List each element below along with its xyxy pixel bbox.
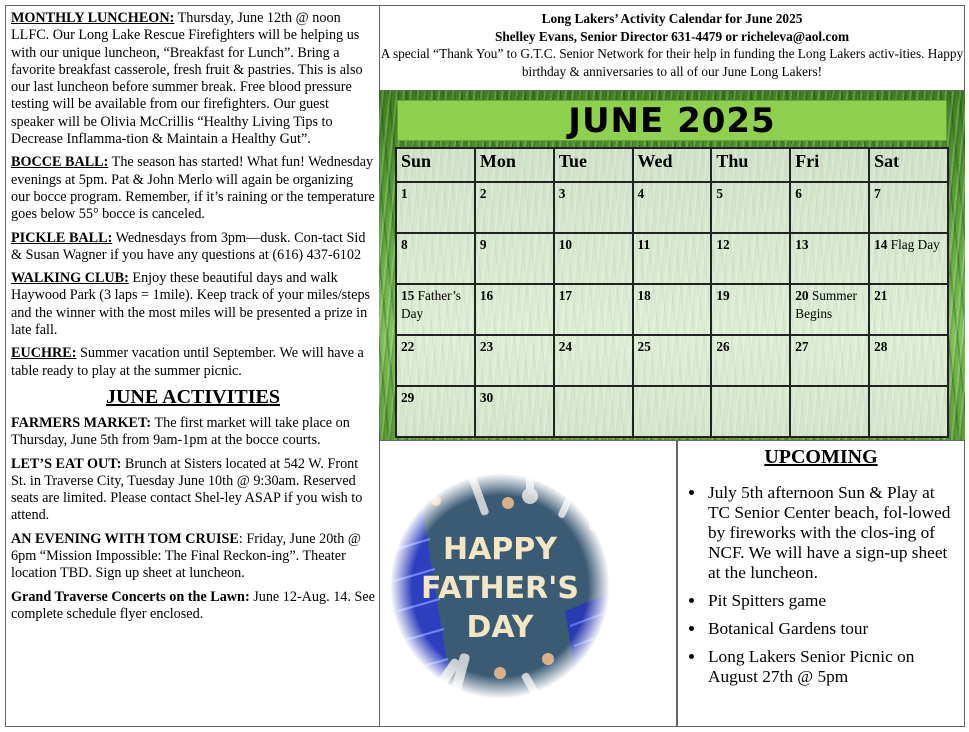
weekday-row [396, 148, 948, 182]
calendar-day-cell [869, 233, 948, 284]
day-number: 15 [401, 288, 415, 303]
tom-cruise-paragraph [11, 531, 375, 583]
day-number: 19 [716, 288, 730, 303]
day-number: 3 [558, 186, 566, 201]
euchre-paragraph [11, 345, 375, 380]
concerts-heading: Grand Traverse Concerts on the Lawn: [11, 588, 250, 605]
upcoming-title: UPCOMING [764, 446, 878, 468]
upcoming-item-botanical: • Botanical Gardens tour [706, 619, 958, 639]
weekday-tue: Tue [554, 148, 633, 182]
calendar-day-cell [633, 233, 712, 284]
weekday-fri: Fri [790, 148, 869, 182]
calendar-day-cell [711, 284, 790, 335]
eat-out-paragraph [11, 456, 375, 525]
header-thanks: A special “Thank You” to G.T.C. Senior Network for their help in funding the Long Lakers activ-ities. Happy birthday & anniversaries to all of our June Long Lakers! [380, 46, 964, 79]
upcoming-item-pit-spitters: • Pit Spitters game [706, 591, 958, 611]
calendar-day-cell [475, 386, 554, 437]
calendar [379, 91, 965, 440]
calendar-day-cell [711, 335, 790, 386]
bocce-paragraph [11, 154, 375, 223]
upcoming-item-sun-play: • July 5th afternoon Sun & Play at TC Senior Center beach, fol-lowed by fireworks with the clos-ing of NCF. We will have a sign-up sheet at the luncheon. [706, 483, 958, 583]
day-number: 8 [401, 237, 408, 252]
day-number: 10 [558, 237, 572, 252]
day-number: 14 [874, 237, 888, 252]
calendar-week [396, 182, 948, 233]
calendar-week [396, 233, 948, 284]
calendar-day-cell [790, 386, 869, 437]
pickleball-paragraph [11, 230, 375, 265]
calendar-day-cell [554, 182, 633, 233]
activities-title: JUNE ACTIVITIES [106, 385, 280, 408]
upcoming-item-picnic: • Long Lakers Senior Picnic on August 27th @ 5pm [706, 647, 958, 687]
day-number: 18 [637, 288, 651, 303]
bocce-text: The season has started! What fun! Wednesday evenings at 5pm. Pat & John Merlo will again be organizing our bocce program. Remember, if it’s raining or the temperature goes below 55° bocce is canceled. [11, 154, 375, 223]
day-number: 12 [716, 237, 730, 252]
calendar-day-cell [554, 233, 633, 284]
calendar-day-cell [869, 386, 948, 437]
fathers-day-image [379, 440, 677, 727]
calendar-week [396, 386, 948, 437]
calendar-day-cell [869, 182, 948, 233]
day-number: 2 [479, 186, 487, 201]
news-column [5, 5, 380, 727]
day-number: 13 [795, 237, 809, 252]
calendar-day-cell [633, 335, 712, 386]
upcoming-list [678, 483, 964, 687]
calendar-day-cell [475, 233, 554, 284]
calendar-grid [395, 147, 949, 438]
day-event: Flag Day [887, 237, 940, 252]
day-number: 6 [795, 186, 802, 201]
calendar-day-cell [475, 182, 554, 233]
day-number: 17 [558, 288, 572, 303]
calendar-day-cell [869, 335, 948, 386]
day-event: Summer Begins [795, 288, 857, 321]
calendar-day-cell [396, 386, 475, 437]
pickleball-heading: PICKLE BALL: [11, 229, 113, 246]
farmers-heading: FARMERS MARKET: [11, 414, 152, 431]
walking-text: Enjoy these beautiful days and walk Haywood Park (3 laps = 1mile). Keep track of your miles/steps and the winner with the most miles will be presented a prize in late fall. [11, 270, 371, 339]
day-number: 9 [479, 237, 487, 252]
weekday-mon: Mon [475, 148, 554, 182]
day-number: 25 [637, 339, 651, 354]
weekday-sat: Sat [869, 148, 948, 182]
concerts-paragraph [11, 589, 375, 624]
eat-out-text: Brunch at Sisters located at 542 W. Front St. in Traverse City, Tuesday June 10th @ 9:30am. Reserved seats are limited. Please contact Shel-ley ASAP if you wish to attend. [11, 455, 363, 524]
bocce-heading: BOCCE BALL: [11, 154, 109, 171]
header-title: Long Lakers’ Activity Calendar for June 2025 [541, 11, 803, 26]
calendar-day-cell [396, 182, 475, 233]
calendar-week [396, 284, 948, 335]
day-number: 21 [874, 288, 888, 303]
calendar-day-cell [711, 182, 790, 233]
calendar-day-cell [633, 284, 712, 335]
weekday-sun: Sun [396, 148, 475, 182]
luncheon-text: Thursday, June 12th @ noon LLFC. Our Long Lake Rescue Firefighters will be helping us with our unique luncheon, “Breakfast for Lunch”. Bring a favorite breakfast casserole, fresh fruit & pastries. This is also our last luncheon before summer break. Free blood pressure testing will be available from our firefighters. Our guest speaker will be Olivia McCrillis “Healthy Living Tips to Decrease Inflamma-tion & Maintain a Healthy Gut”. [11, 10, 363, 148]
calendar-day-cell [554, 386, 633, 437]
walking-heading: WALKING CLUB: [11, 270, 129, 287]
farmers-text: The first market will take place on Thursday, June 5th from 9am-1pm at the bocce courts. [11, 414, 350, 449]
tom-cruise-text: : Friday, June 20th @ 6pm “Mission Impossible: The Final Reckon-ing”. Theater location TBD. Sign up sheet at luncheon. [11, 530, 361, 582]
calendar-day-cell [790, 233, 869, 284]
photo-line-fathers: FATHER'S [421, 571, 579, 606]
calendar-week [396, 335, 948, 386]
luncheon-paragraph [11, 10, 375, 148]
upcoming-panel [677, 440, 965, 727]
day-number: 26 [716, 339, 730, 354]
weekday-wed: Wed [633, 148, 712, 182]
day-number: 4 [637, 186, 645, 201]
calendar-day-cell [633, 182, 712, 233]
photo-line-day: DAY [466, 610, 534, 645]
day-number: 16 [479, 288, 494, 303]
calendar-day-cell [396, 233, 475, 284]
walking-paragraph [11, 270, 375, 339]
calendar-day-cell [396, 284, 475, 335]
weekday-thu: Thu [711, 148, 790, 182]
day-number: 7 [874, 186, 881, 201]
calendar-day-cell [633, 386, 712, 437]
calendar-day-cell [396, 335, 475, 386]
calendar-day-cell [790, 335, 869, 386]
header-director: Shelley Evans, Senior Director 631-4479 or richeleva@aol.com [494, 28, 850, 44]
calendar-day-cell [869, 284, 948, 335]
day-number: 20 [795, 288, 809, 303]
day-number: 5 [716, 186, 724, 201]
calendar-day-cell [790, 182, 869, 233]
concerts-text: June 12-Aug. 14. See complete schedule flyer enclosed. [11, 588, 375, 622]
euchre-heading: EUCHRE: [11, 345, 77, 362]
day-number: 30 [479, 390, 494, 405]
calendar-day-cell [711, 233, 790, 284]
calendar-day-cell [790, 284, 869, 335]
day-number: 23 [479, 339, 494, 354]
day-event: Father’s Day [401, 288, 461, 321]
calendar-day-cell [475, 284, 554, 335]
farmers-paragraph [11, 415, 375, 450]
tom-cruise-heading: AN EVENING WITH TOM CRUISE [11, 530, 239, 547]
day-number: 28 [874, 339, 888, 354]
calendar-day-cell [711, 386, 790, 437]
day-number: 24 [558, 339, 572, 354]
calendar-day-cell [554, 335, 633, 386]
calendar-day-cell [475, 335, 554, 386]
euchre-text: Summer vacation until September. We will have a table ready to play at the summer picnic. [11, 345, 364, 379]
day-number: 22 [401, 339, 415, 354]
day-number: 11 [637, 237, 651, 252]
month-title: JUNE 2025 [397, 100, 947, 141]
day-number: 29 [401, 390, 415, 405]
pickleball-text: Wednesdays from 3pm—dusk. Con-tact Sid & Susan Wagner if you have any questions at (616) 437-6102 [11, 229, 366, 263]
calendar-header [379, 5, 965, 91]
photo-line-happy: HAPPY [442, 532, 558, 567]
calendar-day-cell [554, 284, 633, 335]
luncheon-heading: MONTHLY LUNCHEON: [11, 10, 175, 26]
eat-out-heading: LET’S EAT OUT: [11, 455, 122, 472]
day-number: 1 [401, 186, 408, 201]
day-number: 27 [795, 339, 809, 354]
fathers-day-photo [380, 441, 676, 726]
